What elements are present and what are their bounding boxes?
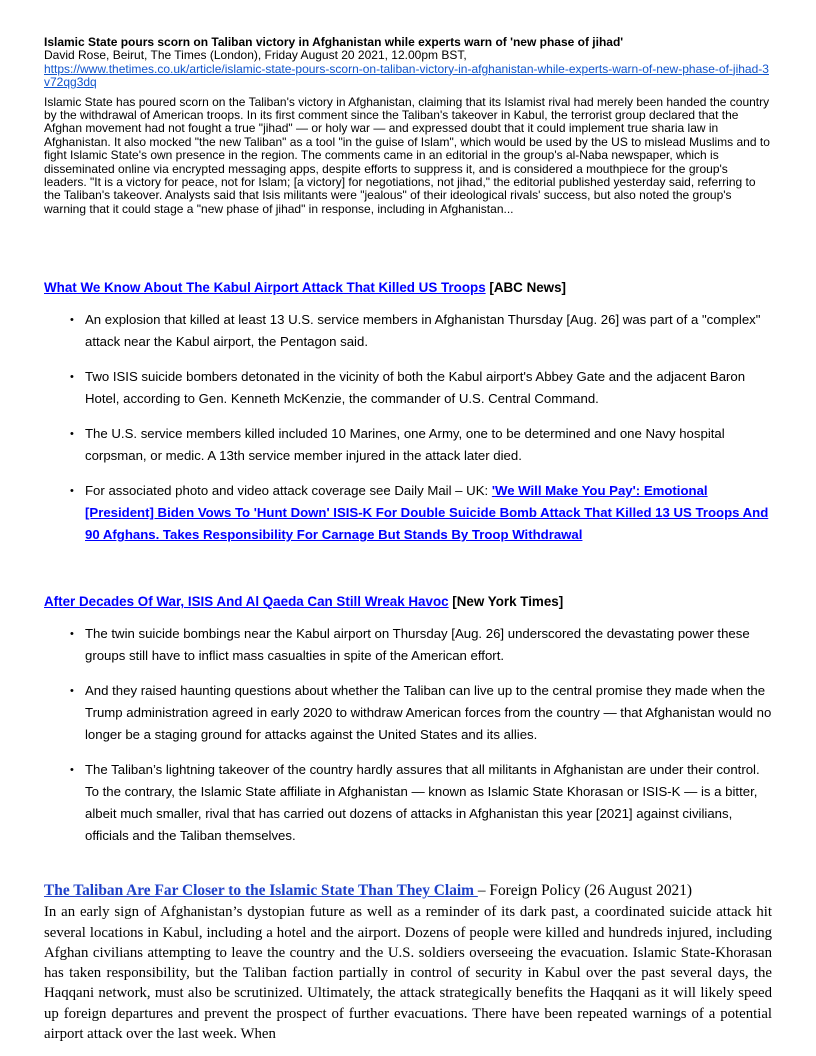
list-item bbox=[44, 423, 772, 467]
daily-mail-link[interactable]: 'We Will Make You Pay': Emotional [President] Biden Vows To 'Hunt Down' ISIS-K For Double Suicide Bomb Attack That Killed 13 US Troops And 90 Afghans. Takes Responsibility For Carnage But Stands By Troop Withdrawal bbox=[85, 483, 769, 543]
article-body: Islamic State has poured scorn on the Taliban's victory in Afghanistan, claiming that its Islamist rival had merely been handed the country by the withdrawal of American troops. In its first comment since the Taliban's takeover in Kabul, the terrorist group declared that the Afghan movement had not fought a true "jihad" — or holy war — and expressed doubt that it could implement true sharia law in Afghanistan. It also mocked "the new Taliban" as a tool "in the guise of Islam", which would be used by the US to mislead Muslims and to fight Islamic State's own presence in the region. The comments came in an editorial in the group's al-Naba newspaper, which is disseminated online via encrypted messaging apps, despite efforts to suppress it, and is considered a mouthpiece for the group's leaders. "It is a victory for peace, not for Islam; [a victory] for negotiations, not jihad," the editorial published yesterday said, referring to the Taliban's takeover. Analysts said that Isis militants were "jealous" of their ideological rivals' success, but also noted the group's warning that it could stage a "new phase of jihad" in response, including in Afghanistan... bbox=[44, 94, 770, 216]
abc-bullet-list bbox=[44, 309, 772, 546]
bullet-text: For associated photo and video attack coverage see Daily Mail – UK: bbox=[85, 483, 492, 499]
bullet-text: An explosion that killed at least 13 U.S. service members in Afghanistan Thursday [Aug. 26] was part of a "complex" attack near the Kabul airport, the Pentagon said. bbox=[85, 312, 761, 350]
list-item bbox=[44, 366, 772, 410]
nyt-heading bbox=[44, 594, 772, 609]
abc-heading-link[interactable]: What We Know About The Kabul Airport Attack That Killed US Troops bbox=[44, 280, 486, 296]
article-byline: David Rose, Beirut, The Times (London), Friday August 20 2021, 12.00pm BST, bbox=[44, 48, 467, 63]
list-item bbox=[44, 309, 772, 353]
list-item bbox=[44, 759, 772, 847]
article-url-link[interactable]: https://www.thetimes.co.uk/article/islamic-state-pours-scorn-on-taliban-victory-in-afghanistan-while-experts-warn-of-new-phase-of-jihad-3v72qg3dq bbox=[44, 61, 769, 90]
bullet-text: The Taliban’s lightning takeover of the country hardly assures that all militants in Afghanistan are under their control. To the contrary, the Islamic State affiliate in Afghanistan — known as Islamic State Khorasan or ISIS-K — is a bitter, albeit much smaller, rival that has carried out dozens of attacks in Afghanistan this year [2021] against civilians, officials and the Taliban themselves. bbox=[85, 762, 760, 844]
article-title: Islamic State pours scorn on Taliban victory in Afghanistan while experts warn of 'new phase of jihad' bbox=[44, 35, 624, 49]
bullet-text: The U.S. service members killed included 10 Marines, one Army, one to be determined and one Navy hospital corpsman, or medic. A 13th service member injured in the attack later died. bbox=[85, 426, 725, 464]
fp-heading-link[interactable]: The Taliban Are Far Closer to the Islamic State Than They Claim bbox=[44, 882, 478, 900]
bullet-text: The twin suicide bombings near the Kabul airport on Thursday [Aug. 26] underscored the devastating power these groups still have to inflict mass casualties in spite of the American effort. bbox=[85, 626, 750, 664]
fp-heading bbox=[44, 881, 772, 901]
fp-body: In an early sign of Afghanistan’s dystopian future as well as a reminder of its dark past, a coordinated suicide attack hit several locations in Kabul, including a hotel and the airport. Dozens of people were killed and hundreds injured, including Afghan civilians attempting to leave the country and the U.S. soldiers overseeing the evacuation. Islamic State-Khorasan has taken responsibility, but the Taliban faction partially in control of security in Kabul over the past several days, the Haqqani network, must also be scrutinized. Ultimately, the attack strategically benefits the Haqqani as it will likely speed up foreign departures and prevent the prospect of further evacuations. There have been repeated warnings of a potential airport attack over the last week. When bbox=[44, 904, 772, 1042]
nyt-section bbox=[44, 594, 772, 847]
nyt-heading-source: [New York Times] bbox=[448, 594, 564, 610]
nyt-heading-link[interactable]: After Decades Of War, ISIS And Al Qaeda Can Still Wreak Havoc bbox=[44, 594, 449, 610]
list-item bbox=[44, 680, 772, 746]
nyt-bullet-list bbox=[44, 623, 772, 847]
abc-heading-source: [ABC News] bbox=[485, 280, 567, 296]
fp-heading-suffix: – Foreign Policy (26 August 2021) bbox=[477, 882, 693, 900]
list-item bbox=[44, 623, 772, 667]
list-item bbox=[44, 480, 772, 546]
times-article bbox=[44, 36, 772, 216]
bullet-text: And they raised haunting questions about whether the Taliban can live up to the central promise they made when the Trump administration agreed in early 2020 to withdraw American forces from the country — that Afghanistan would no longer be a staging ground for attacks against the United States and its allies. bbox=[85, 683, 772, 743]
bullet-text: Two ISIS suicide bombers detonated in the vicinity of both the Kabul airport's Abbey Gate and the adjacent Baron Hotel, according to Gen. Kenneth McKenzie, the commander of U.S. Central Command. bbox=[85, 369, 746, 407]
foreign-policy-section bbox=[44, 881, 772, 1044]
abc-heading bbox=[44, 280, 772, 295]
abc-news-section bbox=[44, 280, 772, 546]
